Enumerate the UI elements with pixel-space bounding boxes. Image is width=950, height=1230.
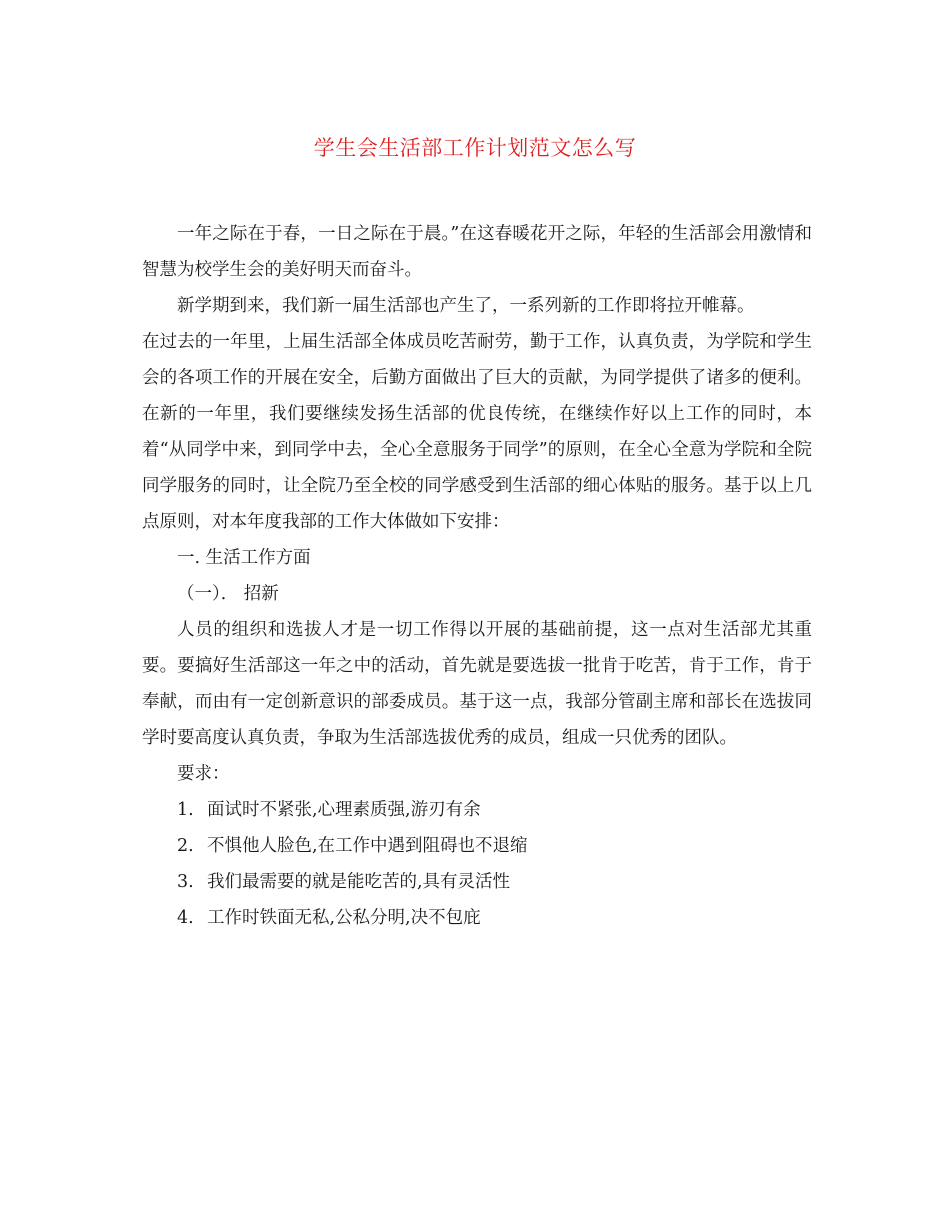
subsection-heading: （一）． 招新 [177,584,279,604]
requirements-list [142,792,812,936]
section-heading: 一. 生活工作方面 [177,548,311,568]
paragraph-intro: 一年之际在于春，一日之际在于晨。”在这春暖花开之际，年轻的生活部会用激情和智慧为校学生会的美好明天而奋斗。 [142,224,812,280]
list-item-number: 4. [177,908,194,928]
list-item-text: 我们最需要的就是能吃苦的,具有灵活性 [207,872,511,892]
list-item-number: 2. [177,836,194,856]
list-item [177,792,812,828]
list-item-text: 工作时铁面无私,公私分明,决不包庇 [207,908,481,928]
list-item-text: 不惧他人脸色,在工作中遇到阻碍也不退缩 [207,836,528,856]
document-body [142,216,812,936]
list-item-number: 3. [177,872,194,892]
requirements-label: 要求： [177,764,230,784]
list-item-text: 面试时不紧张,心理素质强,游刃有余 [207,800,481,820]
paragraph-new-term: 新学期到来，我们新一届生活部也产生了，一系列新的工作即将拉开帷幕。 [177,296,755,316]
paragraph-recruitment: 人员的组织和选拔人才是一切工作得以开展的基础前提，这一点对生活部尤其重要。要搞好生活部这一年之中的活动，首先就是要选拔一批肯于吃苦，肯于工作，肯于奉献，而由有一定创新意识的部委成员。基于这一点，我部分管副主席和部长在选拔同学时要高度认真负责，争取为生活部选拔优秀的成员，组成一只优秀的团队。 [142,620,812,748]
list-item [177,828,812,864]
paragraph-past-year: 在过去的一年里，上届生活部全体成员吃苦耐劳，勤于工作，认真负责，为学院和学生会的各项工作的开展在安全，后勤方面做出了巨大的贡献，为同学提供了诸多的便利。在新的一年里，我们要继续发扬生活部的优良传统，在继续作好以上工作的同时，本着“从同学中来，到同学中去，全心全意服务于同学”的原则，在全心全意为学院和全院同学服务的同时，让全院乃至全校的同学感受到生活部的细心体贴的服务。基于以上几点原则，对本年度我部的工作大体做如下安排： [142,332,812,532]
list-item-number: 1. [177,800,194,820]
document-title: 学生会生活部工作计划范文怎么写 [313,136,637,160]
list-item [177,864,812,900]
list-item [177,900,812,936]
